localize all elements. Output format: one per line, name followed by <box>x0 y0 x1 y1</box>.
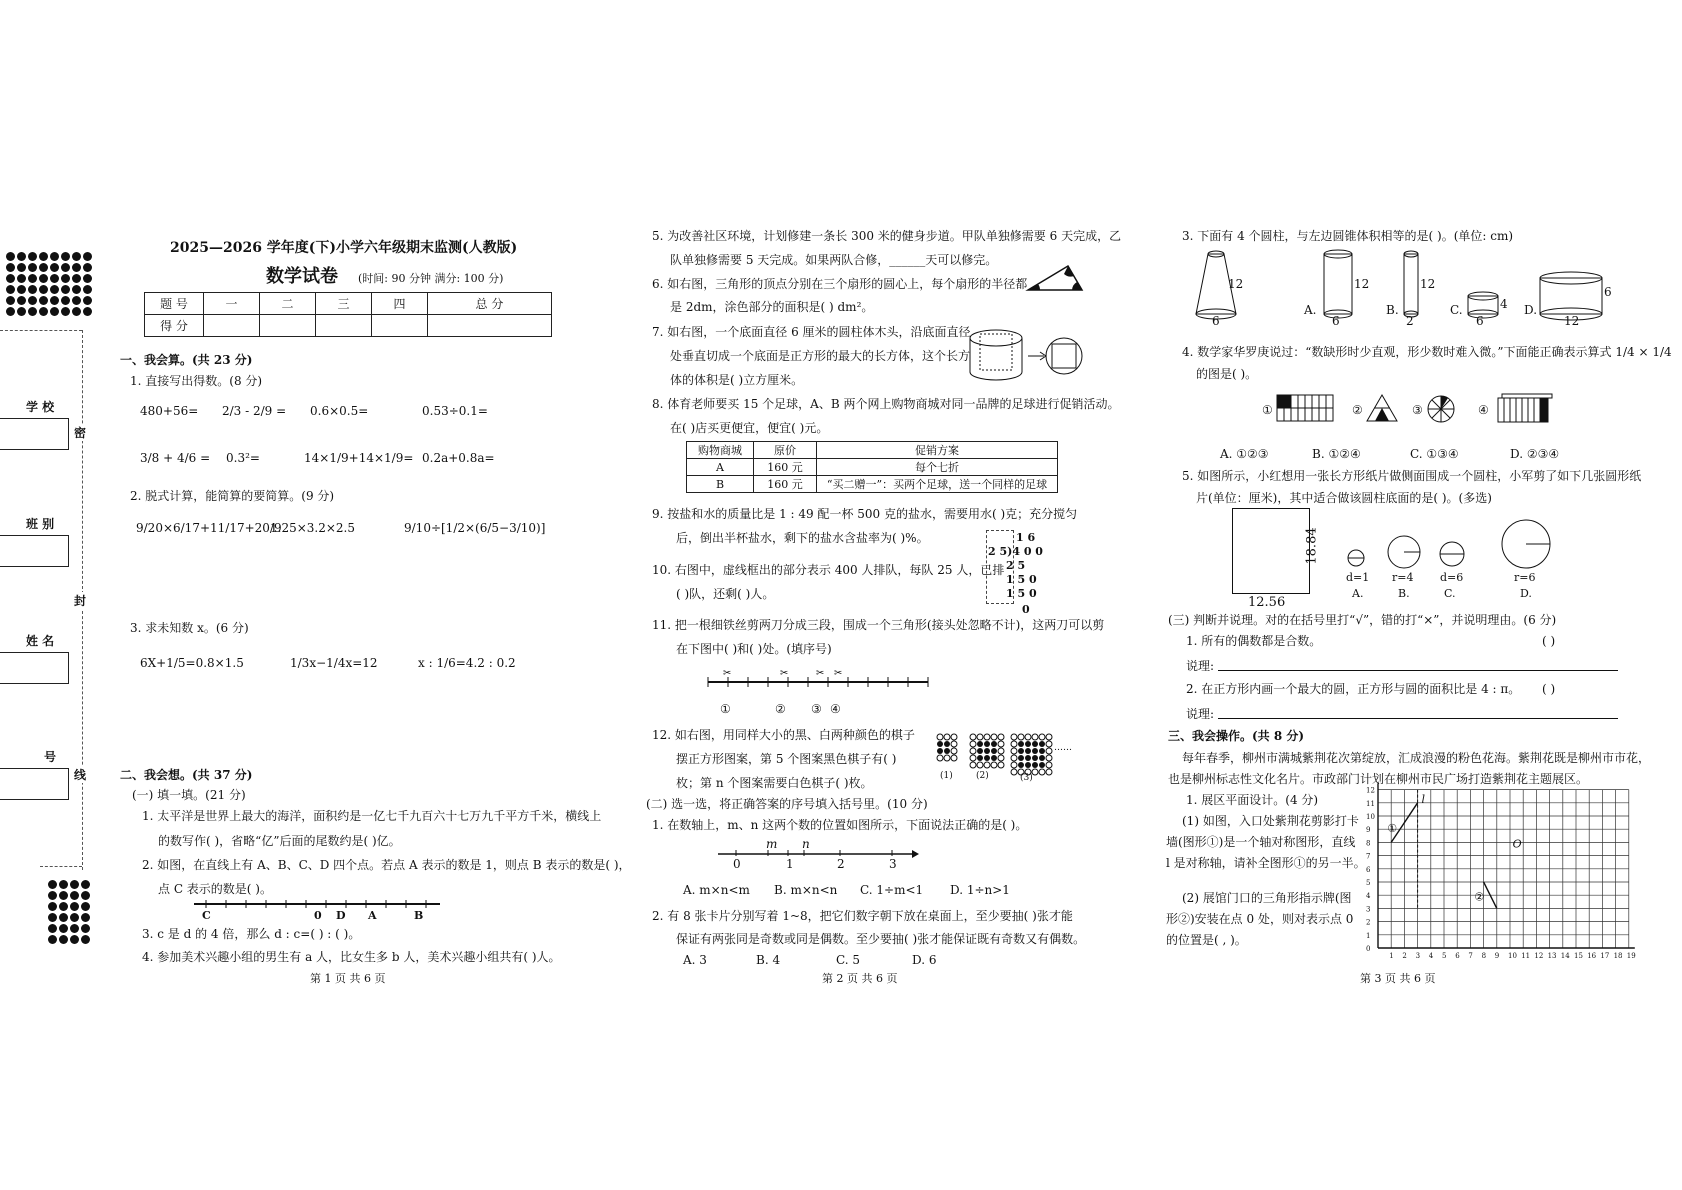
cyl-a-height: 12 <box>1354 277 1370 291</box>
x-tick-label: 10 <box>1508 952 1517 960</box>
judge-1-reason-label: 说理: <box>1186 659 1215 673</box>
circle-b-size: r=4 <box>1392 571 1414 584</box>
circle-b-option[interactable]: B. <box>1398 587 1410 600</box>
y-tick-label: 12 <box>1366 786 1375 795</box>
operate-q1-1-b: 墙(图形①)是一个轴对称图形，直线 <box>1166 835 1356 849</box>
score-head: 二 <box>259 293 315 315</box>
axis-label-m: m <box>766 837 778 851</box>
y-tick-label: 7 <box>1366 852 1371 861</box>
x-tick-label: 15 <box>1574 952 1583 960</box>
y-tick-label: 6 <box>1366 865 1371 874</box>
promo-cell: 每个七折 <box>817 459 1058 476</box>
numline-label-b: B <box>414 909 424 922</box>
promo-cell: 160 元 <box>754 476 817 493</box>
cut-label-1: ① <box>720 702 731 716</box>
score-row-label: 得 分 <box>145 315 204 337</box>
division-step: 2 5 <box>1006 559 1026 572</box>
score-head: 三 <box>315 293 371 315</box>
choice-2-option-c[interactable]: C. 5 <box>836 953 861 967</box>
promo-head: 购物商城 <box>687 442 754 459</box>
p2-q8-line-a: 8. 体育老师要买 15 个足球，A、B 两个网上购物商城对同一品牌的足球进行促销活动。 <box>652 397 1120 411</box>
option-b-mark[interactable]: B. <box>1386 303 1399 317</box>
option-a-mark[interactable]: A. <box>1304 303 1317 317</box>
operate-q1-1-c: l 是对称轴，请补全图形①的另一半。 <box>1166 856 1366 870</box>
cyl-d-height: 6 <box>1604 285 1612 299</box>
y-tick-label: 11 <box>1366 799 1375 808</box>
pattern-label-3: (3) <box>1020 773 1033 783</box>
svg-text:✂: ✂ <box>723 668 732 679</box>
judge-2-answer[interactable]: ( ) <box>1542 682 1556 696</box>
choice-2-option-d[interactable]: D. 6 <box>912 953 937 967</box>
judge-2-reason-line[interactable] <box>1218 718 1618 719</box>
axis-tick-2: 2 <box>837 857 845 871</box>
q1-item: 480+56= <box>140 404 199 418</box>
choice-1-option-c[interactable]: C. 1÷m<1 <box>860 883 924 897</box>
y-tick-label: 4 <box>1366 892 1371 901</box>
x-tick-label: 4 <box>1428 952 1434 960</box>
pattern-label-1: (1) <box>940 771 953 781</box>
cylinder-cut-figure <box>966 328 1084 384</box>
p2-q8-line-b: 在( )店买更便宜，便宜( )元。 <box>670 421 829 435</box>
score-head: 题 号 <box>145 293 204 315</box>
score-table <box>144 292 552 337</box>
division-dividend: 2 5)4 0 0 <box>988 545 1043 558</box>
p3-choice-3: 3. 下面有 4 个圆柱，与左边圆锥体积相等的是( )。(单位: cm) <box>1182 229 1514 243</box>
fig-4-bars-4 <box>1496 392 1556 424</box>
binding-dots-top <box>6 252 92 316</box>
wire-cut-figure <box>706 664 932 700</box>
p3-choice-5-line-b: 片(单位：厘米)，其中适合做该圆柱底面的是( )。(多选) <box>1196 491 1492 505</box>
x-tick-label: 6 <box>1455 952 1460 960</box>
section-2-heading: 二、我会想。(共 37 分) <box>120 768 253 782</box>
q3-heading: 3. 求未知数 x。(6 分) <box>130 621 249 635</box>
pattern-label-more: …… <box>1054 743 1072 753</box>
section-3-heading: 三、我会操作。(共 8 分) <box>1168 729 1305 743</box>
division-step: 1 5 0 <box>1006 573 1037 586</box>
judge-1-reason-line[interactable] <box>1218 670 1618 671</box>
circle-d-size: r=6 <box>1514 571 1536 584</box>
page-1-footer: 第 1 页 共 6 页 <box>310 972 386 985</box>
operate-q1-2-a: (2) 展馆门口的三角形指示牌(图 <box>1182 891 1352 905</box>
point-o-label: O <box>1512 837 1522 851</box>
score-cell[interactable] <box>259 315 315 337</box>
cyl-b-base: 2 <box>1406 314 1414 328</box>
svg-text:✂: ✂ <box>780 668 789 679</box>
coordinate-grid[interactable] <box>1360 786 1642 962</box>
operate-q1-2-b: 形②)安装在点 0 处，则对表示点 0 <box>1166 912 1354 926</box>
q1-item: 0.2a+0.8a= <box>422 451 495 465</box>
cut-label-2: ② <box>775 702 786 716</box>
fig-4-num-1: ① <box>1262 403 1273 417</box>
triangle-sector-figure <box>1024 262 1086 294</box>
x-tick-label: 9 <box>1494 952 1500 960</box>
promo-head: 原价 <box>754 442 817 459</box>
q3-item: x : 1/6=4.2 : 0.2 <box>418 656 516 670</box>
chess-pattern-figure <box>936 734 1068 778</box>
binding-dots-bottom <box>48 880 90 944</box>
numline-label-a: A <box>368 909 377 922</box>
promo-cell: 160 元 <box>754 459 817 476</box>
p3-choice-5-line-a: 5. 如图所示，小红想用一张长方形纸片做侧面围成一个圆柱，小军剪了如下几张圆形纸 <box>1182 469 1642 483</box>
pattern-label-2: (2) <box>976 771 989 781</box>
numline-label-c: C <box>202 909 211 922</box>
p2-q7-line-a: 7. 如右图，一个底面直径 6 厘米的圆柱体木头，沿底面直径 <box>652 325 971 339</box>
option-c-mark[interactable]: C. <box>1450 303 1463 317</box>
x-tick-label: 19 <box>1626 952 1636 960</box>
p3-choice-4-line-b: 的图是( )。 <box>1196 367 1258 381</box>
promo-cell: B <box>687 476 754 493</box>
judge-1: 1. 所有的偶数都是合数。 <box>1186 634 1322 648</box>
number-label: 号 <box>44 750 57 764</box>
school-label: 学 校 <box>26 400 55 414</box>
p2-q11-line-a: 11. 把一根细铁丝剪两刀分成三段，围成一个三角形(接头处忽略不计)，这两刀可以剪 <box>652 618 1105 632</box>
x-tick-label: 11 <box>1521 952 1531 960</box>
cone-and-cylinders-figure <box>1190 248 1610 324</box>
score-cell[interactable] <box>371 315 427 337</box>
score-cell[interactable] <box>204 315 260 337</box>
circle-a-option[interactable]: A. <box>1352 587 1364 600</box>
y-tick-label: 3 <box>1366 905 1371 914</box>
shape-2-label: ② <box>1474 890 1485 904</box>
choice-1-option-d[interactable]: D. 1÷n>1 <box>950 883 1010 897</box>
y-tick-label: 8 <box>1366 839 1371 848</box>
fig-4-circle-3 <box>1426 394 1456 424</box>
exam-subtitle: 数学试卷 <box>266 266 338 287</box>
cyl-c-height: 4 <box>1500 297 1508 311</box>
choice-heading: (二) 选一选，将正确答案的序号填入括号里。(10 分) <box>646 797 928 811</box>
x-tick-label: 13 <box>1547 952 1557 960</box>
choice-1-option-a[interactable]: A. m×n<m <box>683 883 750 897</box>
choice-2-option-a[interactable]: A. 3 <box>683 953 707 967</box>
q1-item: 14×1/9+14×1/9= <box>304 451 414 465</box>
judge-heading: (三) 判断并说理。对的在括号里打“√”，错的打“×”，并说明理由。(6 分) <box>1168 613 1557 627</box>
p2-q12-line-b: 摆正方形图案，第 5 个图案黑色棋子有( ) <box>676 752 897 766</box>
circle-d-option[interactable]: D. <box>1520 587 1532 600</box>
p2-q10-line-a: 10. 右图中，虚线框出的部分表示 400 人排队，每队 25 人，已排 <box>652 563 1005 577</box>
q1-item: 0.6×0.5= <box>310 404 369 418</box>
judge-1-answer[interactable]: ( ) <box>1542 634 1556 648</box>
y-tick-label: 0 <box>1366 945 1371 953</box>
circle-a-size: d=1 <box>1346 571 1370 584</box>
l-label: l <box>1421 792 1426 806</box>
q1-item: 2/3 - 2/9 = <box>222 404 287 418</box>
x-tick-label: 14 <box>1560 952 1570 960</box>
fill-2-line-b: 点 C 表示的数是( )。 <box>158 882 272 896</box>
q3-item: 6X+1/5=0.8×1.5 <box>140 656 244 670</box>
option-d-mark[interactable]: D. <box>1524 303 1538 317</box>
q1-item: 0.3²= <box>226 451 260 465</box>
seal-line-top-dash <box>0 330 82 331</box>
seal-line-bottom-dash <box>40 866 82 867</box>
y-tick-label: 10 <box>1366 813 1375 821</box>
fill-1-line-b: 的数写作( )，省略“亿”后面的尾数约是( )亿。 <box>158 834 401 848</box>
p2-q7-line-c: 体的体积是( )立方厘米。 <box>670 373 804 387</box>
division-quotient: 1 6 <box>1016 531 1036 544</box>
exam-title: 2025—2026 学年度(下)小学六年级期末监测(人教版) <box>170 240 518 256</box>
circle-c-option[interactable]: C. <box>1444 587 1456 600</box>
operate-q1-1-a: (1) 如图，入口处紫荆花剪影打卡 <box>1182 814 1359 828</box>
y-tick-label: 5 <box>1366 879 1371 887</box>
division-figure <box>986 530 1043 622</box>
p2-q12-line-a: 12. 如右图，用同样大小的黑、白两种颜色的棋子 <box>652 728 915 742</box>
fill-in-heading: (一) 填一填。(21 分) <box>132 788 246 802</box>
x-tick-label: 18 <box>1613 952 1623 960</box>
fig-4-num-3: ③ <box>1412 403 1423 417</box>
fill-1-line-a: 1. 太平洋是世界上最大的海洋，面积约是一亿七千九百六十七万九千平方千米，横线上 <box>142 809 602 823</box>
p2-q12-line-c: 枚；第 n 个图案需要白色棋子( )枚。 <box>676 776 873 790</box>
p2-q7-line-b: 处垂直切成一个底面是正方形的最大的长方体，这个长方 <box>670 349 971 363</box>
axis-tick-1: 1 <box>786 857 794 871</box>
q2-item: 1.25×3.2×2.5 <box>270 521 355 535</box>
cyl-d-base: 12 <box>1564 314 1580 328</box>
rect-height: 18.84 <box>1304 527 1320 565</box>
x-tick-label: 1 <box>1389 952 1394 960</box>
p2-q10-line-b: ( )队，还剩( )人。 <box>676 587 775 601</box>
y-tick-label: 2 <box>1366 918 1371 927</box>
fig-4-num-2: ② <box>1352 403 1363 417</box>
promo-cell: “买二赠一”：买两个足球，送一个同样的足球 <box>817 476 1058 493</box>
q3-item: 1/3x−1/4x=12 <box>290 656 378 670</box>
name-label: 姓 名 <box>26 634 55 648</box>
promo-cell: A <box>687 459 754 476</box>
fig-4-triangle-2 <box>1366 394 1398 422</box>
page-3-footer: 第 3 页 共 6 页 <box>1360 972 1436 985</box>
choice-2-option-b[interactable]: B. 4 <box>756 953 781 967</box>
y-tick-label: 9 <box>1366 826 1371 835</box>
x-tick-label: 17 <box>1600 952 1610 960</box>
operate-intro-1: 每年春季，柳州市满城紫荆花次第绽放，汇成浪漫的粉色花海。紫荆花既是柳州市市花， <box>1182 751 1651 765</box>
x-tick-label: 5 <box>1442 952 1447 960</box>
choice-2-line-b: 保证有两张同是奇数或同是偶数。至少要抽( )张才能保证既有奇数又有偶数。 <box>676 932 1086 946</box>
paper-rectangle <box>1232 508 1310 594</box>
operate-intro-2: 也是柳州标志性文化名片。市政部门计划在柳州市民广场打造紫荆花主题展区。 <box>1168 772 1589 786</box>
name-field[interactable] <box>0 652 69 684</box>
y-tick-label: 1 <box>1366 931 1371 940</box>
seal-char-2: 封 <box>74 594 87 608</box>
fig-4-num-4: ④ <box>1478 403 1489 417</box>
division-step: 1 5 0 <box>1006 587 1037 600</box>
section-1-heading: 一、我会算。(共 23 分) <box>120 353 253 367</box>
operate-q1-2-c: 的位置是( , )。 <box>1166 933 1247 947</box>
axis-tick-3: 3 <box>889 857 897 871</box>
p2-q9-line-a: 9. 按盐和水的质量比是 1 : 49 配一杯 500 克的盐水，需要用水( )克；充分搅匀 <box>652 507 1078 521</box>
cyl-b-height: 12 <box>1420 277 1436 291</box>
svg-text:✂: ✂ <box>816 668 825 679</box>
score-cell[interactable] <box>427 315 551 337</box>
axis-tick-0: 0 <box>733 857 741 871</box>
q1-item: 3/8 + 4/6 = <box>140 451 211 465</box>
score-head: 四 <box>371 293 427 315</box>
rect-width: 12.56 <box>1248 595 1286 610</box>
q1-item: 0.53÷0.1= <box>422 404 488 418</box>
q1-heading: 1. 直接写出得数。(8 分) <box>130 374 263 388</box>
promo-table <box>686 441 1058 493</box>
choice-1-option-b[interactable]: B. m×n<n <box>774 883 838 897</box>
score-cell[interactable] <box>315 315 371 337</box>
choice-4-option-c[interactable]: C. ①③④ <box>1410 447 1459 461</box>
fill-4: 4. 参加美术兴趣小组的男生有 a 人，比女生多 b 人，美术兴趣小组共有( )人。 <box>142 950 561 964</box>
judge-2-reason-label: 说理: <box>1186 707 1215 721</box>
seal-char-1: 密 <box>74 426 87 440</box>
fill-2-line-a: 2. 如图，在直线上有 A、B、C、D 四个点。若点 A 表示的数是 1，则点 B 表示的数是( )， <box>142 858 631 872</box>
axis-label-n: n <box>802 837 810 851</box>
division-remainder: 0 <box>1022 603 1030 616</box>
p2-q6-line-a: 6. 如右图，三角形的顶点分别在三个扇形的圆心上，每个扇形的半径都 <box>652 277 1028 291</box>
cone-height: 12 <box>1228 277 1244 291</box>
choice-4-option-b[interactable]: B. ①②④ <box>1312 447 1361 461</box>
choice-1: 1. 在数轴上，m、n 这两个数的位置如图所示，下面说法正确的是( )。 <box>652 818 1028 832</box>
cut-label-3: ③ <box>811 702 822 716</box>
circle-options-figure <box>1340 514 1590 576</box>
choice-4-option-d[interactable]: D. ②③④ <box>1510 447 1560 461</box>
x-tick-label: 3 <box>1415 952 1421 960</box>
cone-base: 6 <box>1212 314 1220 328</box>
p2-q6-line-b: 是 2dm，涂色部分的面积是( ) dm²。 <box>670 300 874 314</box>
x-tick-label: 2 <box>1402 952 1407 960</box>
p2-q5-line-a: 5. 为改善社区环境，计划修建一条长 300 米的健身步道。甲队单独修需要 6 天完成，乙 <box>652 229 1122 243</box>
x-tick-label: 8 <box>1481 952 1487 960</box>
x-tick-label: 16 <box>1587 952 1597 960</box>
numline-label-d: D <box>336 909 346 922</box>
x-tick-label: 7 <box>1468 952 1473 960</box>
cyl-a-base: 6 <box>1332 314 1340 328</box>
p2-q5-line-b: 队单独修需要 5 天完成。如果两队合修，______天可以修完。 <box>670 253 998 267</box>
cut-label-4: ④ <box>830 702 841 716</box>
cyl-c-base: 6 <box>1476 314 1484 328</box>
numline-label-0: 0 <box>314 909 322 922</box>
q2-item: 9/20×6/17+11/17+20/9 <box>136 521 282 535</box>
choice-4-option-a[interactable]: A. ①②③ <box>1220 447 1269 461</box>
seal-char-3: 线 <box>74 768 87 782</box>
operate-q1: 1. 展区平面设计。(4 分) <box>1186 793 1319 807</box>
shape-1-label: ① <box>1387 821 1398 835</box>
choice-2-line-a: 2. 有 8 张卡片分别写着 1~8，把它们数字朝下放在桌面上，至少要抽( )张才能 <box>652 909 1073 923</box>
x-tick-label: 12 <box>1534 952 1544 960</box>
number-field[interactable] <box>0 768 69 800</box>
class-label: 班 别 <box>26 517 55 531</box>
page-2-footer: 第 2 页 共 6 页 <box>822 972 898 985</box>
p2-q9-line-b: 后，倒出半杯盐水，剩下的盐水含盐率为( )%。 <box>676 531 929 545</box>
judge-2: 2. 在正方形内画一个最大的圆，正方形与圆的面积比是 4 : π。 <box>1186 682 1521 696</box>
exam-info: (时间: 90 分钟 满分: 100 分) <box>358 272 504 285</box>
school-field[interactable] <box>0 418 69 450</box>
promo-head: 促销方案 <box>817 442 1058 459</box>
class-field[interactable] <box>0 535 69 567</box>
fill-3: 3. c 是 d 的 4 倍，那么 d : c=( ) : ( )。 <box>142 927 361 941</box>
circle-c-size: d=6 <box>1440 571 1464 584</box>
svg-text:✂: ✂ <box>834 668 843 679</box>
fig-4-grid-1 <box>1276 394 1336 422</box>
p2-q11-line-b: 在下图中( )和( )处。(填序号) <box>676 642 832 656</box>
score-head: 一 <box>204 293 260 315</box>
p3-choice-4-line-a: 4. 数学家华罗庚说过：“数缺形时少直观，形少数时难入微。”下面能正确表示算式 1/4 × 1/4 <box>1182 345 1672 359</box>
score-head: 总 分 <box>427 293 551 315</box>
q2-item: 9/10÷[1/2×(6/5−3/10)] <box>404 521 546 535</box>
q2-heading: 2. 脱式计算，能简算的要简算。(9 分) <box>130 489 335 503</box>
